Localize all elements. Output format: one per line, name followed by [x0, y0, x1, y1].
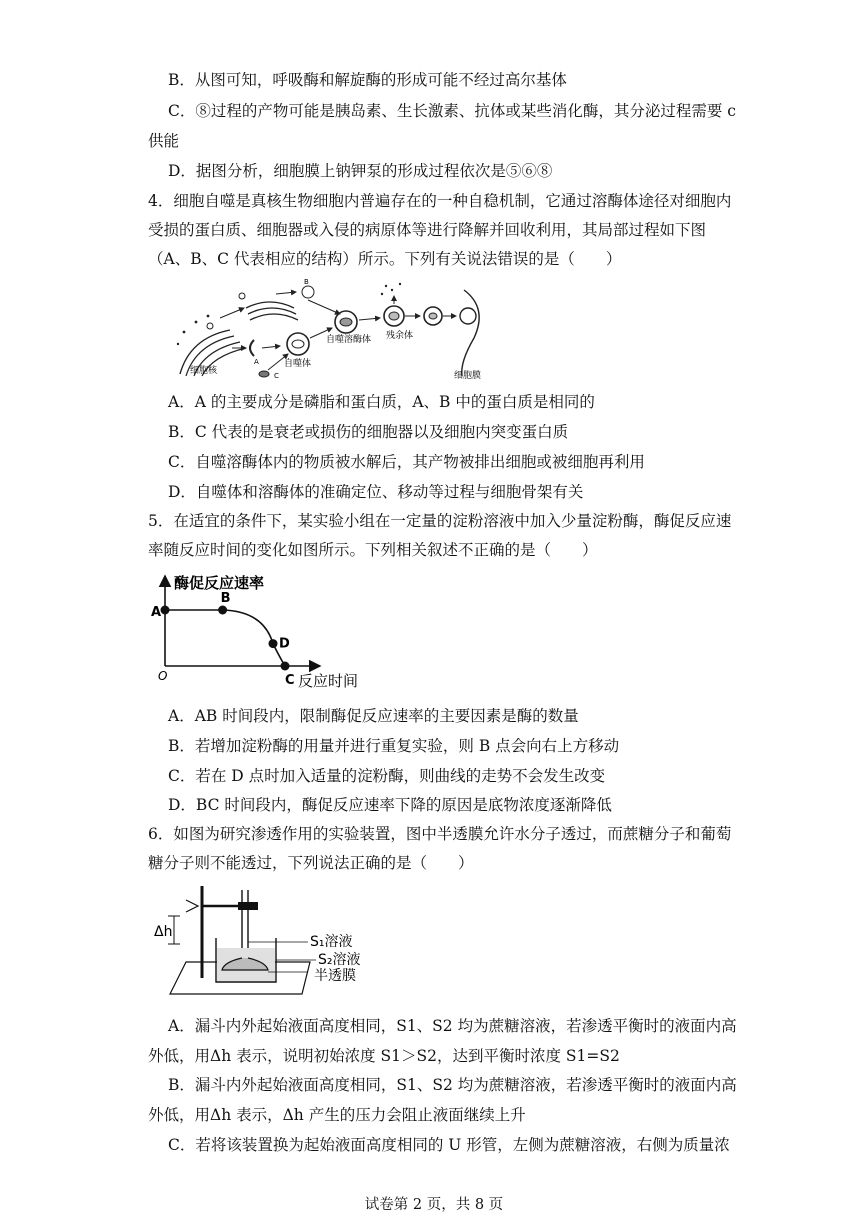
q4-option-c: C．自噬溶酶体内的物质被水解后，其产物被排出细胞或被细胞再利用 — [168, 453, 645, 471]
q6-stem-2: 糖分子则不能透过，下列说法正确的是（ ） — [148, 854, 474, 872]
q6-option-b-cont: 外低，用Δh 表示，Δh 产生的压力会阻止液面继续上升 — [148, 1106, 526, 1124]
nucleus-label: 细胞核 — [190, 366, 218, 376]
rate-curve — [165, 610, 285, 666]
q6-option-a-cont: 外低，用Δh 表示，说明初始浓度 S1＞S2，达到平衡时浓度 S1=S2 — [148, 1047, 620, 1065]
page-footer: 试卷第 2 页，共 8 页 — [364, 1197, 504, 1213]
enzyme-rate-chart — [148, 568, 378, 692]
membrane-label: 半透膜 — [314, 968, 356, 984]
label-a: A — [254, 358, 259, 366]
point-label-b: B — [220, 591, 231, 606]
q4-stem-2: 受损的蛋白质、细胞器或入侵的病原体等进行降解并回收利用，其局部过程如下图 — [148, 221, 707, 239]
cell-membrane-label: 细胞膜 — [454, 371, 482, 381]
point-d — [269, 639, 278, 648]
point-a — [161, 606, 170, 615]
q4-option-a: A．A 的主要成分是磷脂和蛋白质，A、B 中的蛋白质是相同的 — [168, 393, 595, 411]
q6-option-c: C．若将该装置换为起始液面高度相同的 U 形管，左侧为蔗糖溶液，右侧为质量浓 — [168, 1136, 730, 1154]
point-c — [281, 662, 290, 671]
point-label-a: A — [151, 605, 162, 620]
osmosis-apparatus — [150, 882, 390, 1002]
autophagy-diagram — [150, 278, 510, 382]
point-b — [218, 606, 227, 615]
q5-option-a: A．AB 时间段内，限制酶促反应速率的主要因素是酶的数量 — [168, 707, 579, 725]
autolysosome-label: 自噬溶酶体 — [326, 335, 372, 345]
q5-stem-2: 率随反应时间的变化如图所示。下列相关叙述不正确的是（ ） — [148, 541, 598, 559]
s1-label: S₁溶液 — [310, 934, 353, 950]
residual-body-label: 残余体 — [386, 331, 414, 341]
delta-h-label: Δh — [154, 924, 173, 940]
q3-option-b: B．从图可知，呼吸酶和解旋酶的形成可能不经过高尔基体 — [168, 71, 567, 89]
q3-option-c-cont: 供能 — [148, 132, 180, 150]
y-axis-label: 酶促反应速率 — [174, 574, 265, 592]
origin-label: O — [158, 669, 168, 683]
point-label-d: D — [279, 636, 290, 652]
autophagosome-label: 自噬体 — [284, 359, 312, 369]
label-c: C — [274, 372, 279, 380]
x-axis-label: 反应时间 — [298, 672, 359, 690]
s2-label: S₂溶液 — [318, 952, 361, 968]
q4-stem-3: （A、B、C 代表相应的结构）所示。下列有关说法错误的是（ ） — [148, 250, 622, 268]
q6-stem-1: 6．如图为研究渗透作用的实验装置，图中半透膜允许水分子透过，而蔗糖分子和葡萄 — [148, 825, 732, 843]
q4-option-b: B．C 代表的是衰老或损伤的细胞器以及细胞内突变蛋白质 — [168, 423, 569, 441]
q5-stem-1: 5．在适宜的条件下，某实验小组在一定量的淀粉溶液中加入少量淀粉酶，酶促反应速 — [148, 512, 732, 530]
point-label-c: C — [285, 673, 295, 688]
q5-option-c: C．若在 D 点时加入适量的淀粉酶，则曲线的走势不会发生改变 — [168, 767, 606, 785]
q6-option-a: A．漏斗内外起始液面高度相同，S1、S2 均为蔗糖溶液，若渗透平衡时的液面内高 — [168, 1017, 737, 1035]
label-b: B — [304, 278, 309, 286]
q3-option-d: D．据图分析，细胞膜上钠钾泵的形成过程依次是⑤⑥⑧ — [168, 162, 553, 180]
q5-option-d: D．BC 时间段内，酶促反应速率下降的原因是底物浓度逐渐降低 — [168, 796, 612, 814]
q5-option-b: B．若增加淀粉酶的用量并进行重复实验，则 B 点会向右上方移动 — [168, 737, 620, 755]
q4-option-d: D．自噬体和溶酶体的准确定位、移动等过程与细胞骨架有关 — [168, 483, 584, 501]
q4-stem-1: 4．细胞自噬是真核生物细胞内普遍存在的一种自稳机制，它通过溶酶体途径对细胞内 — [148, 192, 732, 210]
q3-option-c: C．⑧过程的产物可能是胰岛素、生长激素、抗体或某些消化酶，其分泌过程需要 c — [168, 102, 736, 120]
q6-option-b: B．漏斗内外起始液面高度相同，S1、S2 均为蔗糖溶液，若渗透平衡时的液面内高 — [168, 1076, 737, 1094]
